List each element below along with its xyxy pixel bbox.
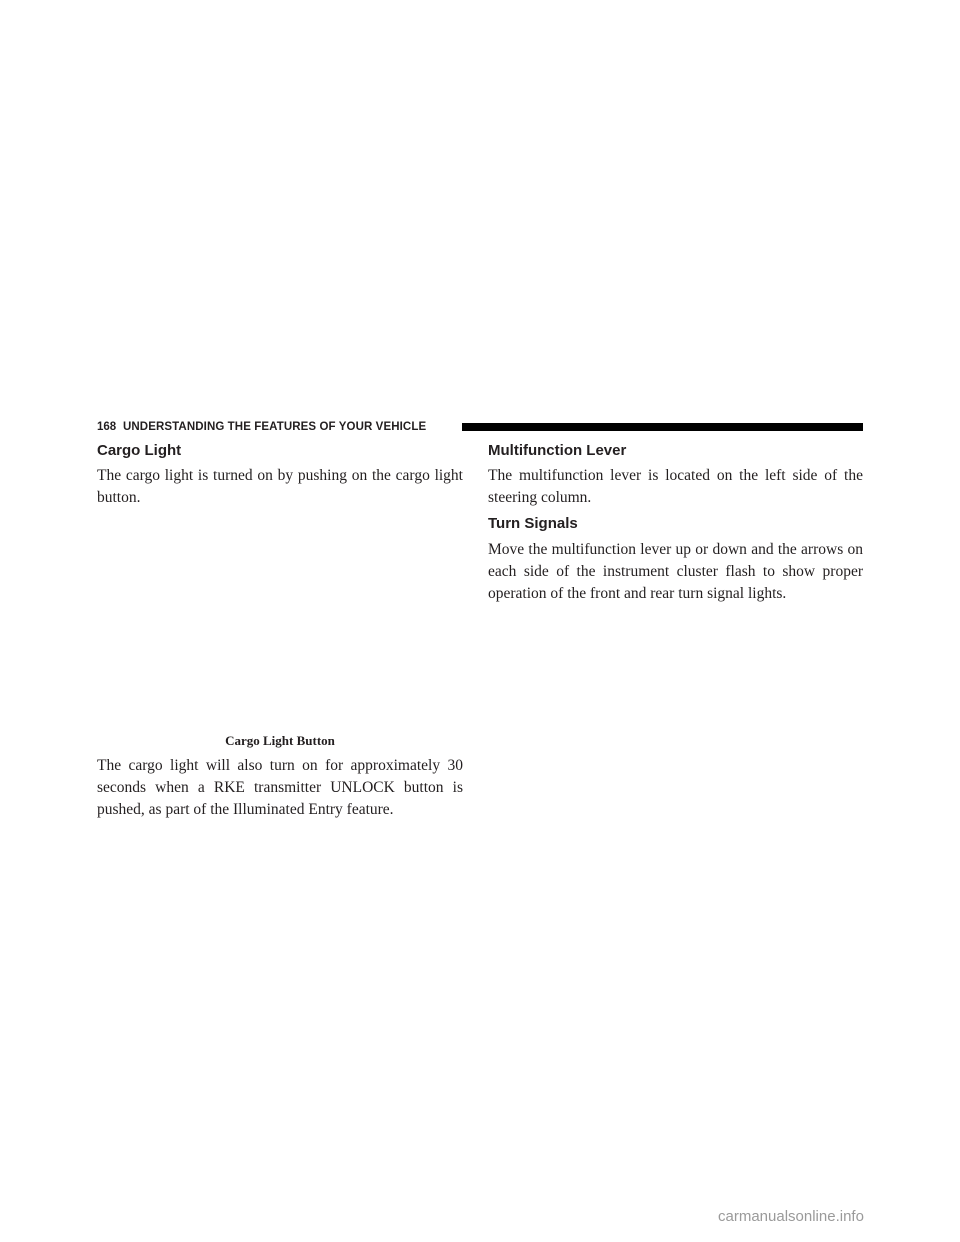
section-title: UNDERSTANDING THE FEATURES OF YOUR VEHICLE [123, 421, 427, 433]
turn-signals-paragraph: Move the multifunction lever up or down and the arrows on each side of the instrument cluster flash to show proper operation of the front and rear turn signal lights. [488, 541, 863, 602]
running-header [97, 419, 863, 435]
multifunction-lever-intro: The multifunction lever is located on the left side of the steering column. [488, 467, 863, 506]
header-rule [462, 423, 863, 431]
cargo-light-unlock-paragraph: The cargo light will also turn on for approximately 30 seconds when a RKE transmitter UNLOCK button is pushed, as part of the Illuminated Entry feature. [97, 757, 463, 818]
watermark: carmanualsonline.info [718, 1208, 864, 1225]
turn-signals-subheading: Turn Signals [488, 515, 578, 532]
cargo-light-heading: Cargo Light [97, 442, 182, 459]
multifunction-lever-heading: Multifunction Lever [488, 442, 627, 459]
figure-caption: Cargo Light Button [225, 733, 335, 748]
page-number: 168 [97, 421, 117, 433]
cargo-light-intro: The cargo light is turned on by pushing on the cargo light button. [97, 467, 463, 506]
